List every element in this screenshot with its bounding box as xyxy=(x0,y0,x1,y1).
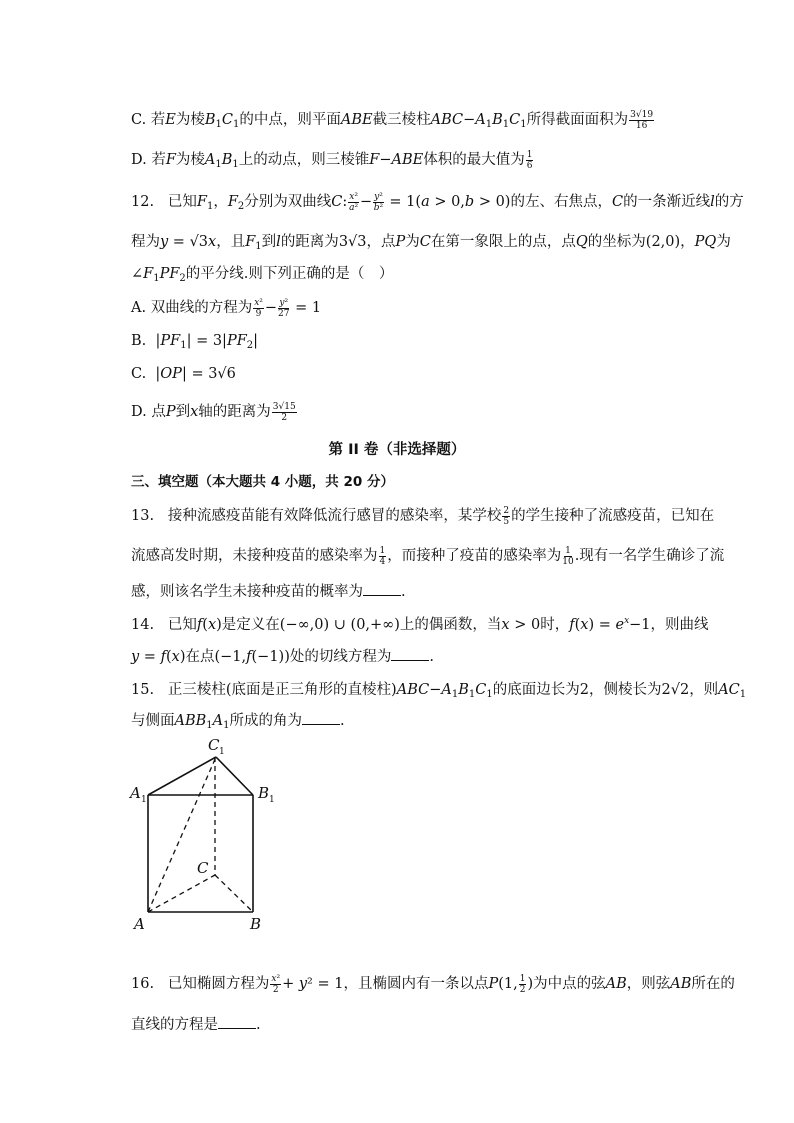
question-number: 12. xyxy=(131,194,155,210)
text: 直线的方程是 xyxy=(131,1017,218,1033)
text: 的方 xyxy=(714,194,744,210)
text: 截三棱柱 xyxy=(372,112,431,128)
label-b1-sub: 1 xyxy=(269,795,275,805)
text: 已知 xyxy=(167,194,197,210)
label-b: B xyxy=(250,915,262,933)
text: . xyxy=(256,1017,261,1033)
question-12-option-b: B. $|PF_1| = 3|PF_2|$ xyxy=(131,333,259,351)
question-15-line-1: 15. 正三棱柱(底面是正三角形的直棱柱)$ABC-A_1B_1C_1$的底面边长为2，侧棱长为2√2，则$AC_1$ xyxy=(131,682,747,700)
text: ，侧棱长为 xyxy=(588,682,662,698)
text: 时， xyxy=(540,617,570,633)
answer-blank xyxy=(218,1016,256,1029)
text: ，且 xyxy=(216,234,246,250)
text: ，则 xyxy=(689,682,719,698)
text: 在点 xyxy=(185,649,215,665)
edge-ac xyxy=(148,875,215,912)
text: 处的切线方程为 xyxy=(289,649,392,665)
text: 在第一象限上的点，点 xyxy=(430,234,576,250)
question-12-option-a: A. 双曲线的方程为 $\frac{\text{x²}}{9}$ − $\frac{\text{y²}}{27}$ = 1 xyxy=(131,297,322,319)
edge-ac1 xyxy=(148,757,216,912)
question-14-line-2: y = f(x)在点(−1,f(−1))处的切线方程为 . xyxy=(131,649,434,665)
text: 的平分线.则下列正确的是（ ） xyxy=(185,266,394,282)
text: ，则曲线 xyxy=(650,617,709,633)
part-2-title: 第 II 卷（非选择题） xyxy=(328,442,466,458)
text: 的中点，则平面 xyxy=(239,112,341,128)
text: 的一条渐近线 xyxy=(623,194,711,210)
option-label: C. xyxy=(131,112,147,128)
question-12-line-1: 12. 已知$F_1$，$F_2$分别为双曲线C: $\frac{\text{x²}}{\text{a²}}$ − $\frac{\text{y²}}{\text{b²}}$ = 1(a > 0,b > 0)的左、右焦点，C的一条渐近线l的方 xyxy=(131,191,744,213)
answer-blank xyxy=(391,648,429,661)
question-12-line-3: $\angle F_1PF_2$的平分线.则下列正确的是（ ） xyxy=(131,266,394,284)
text: 已知椭圆方程为 xyxy=(167,976,270,992)
answer-blank xyxy=(363,583,401,596)
question-13-line-2: 流感高发时期，未接种疫苗的感染率为 $\frac{1}{4}$ ，而接种了疫苗的感染率为 $\frac{1}{10}$ .现有一名学生确诊了流 xyxy=(131,545,725,567)
text: 为棱 xyxy=(175,112,205,128)
text: . xyxy=(401,584,406,600)
question-12-line-2: 程为y = √3x，且$F_1$到l的距离为3√3，点P为C在第一象限上的点，点Q的坐标为(2,0)，PQ为 xyxy=(131,234,731,252)
text: C. xyxy=(131,366,147,382)
label-b1: B xyxy=(258,784,270,802)
text: 上的动点，则三棱锥 xyxy=(238,152,370,168)
text: ， xyxy=(680,234,695,250)
text: A. 双曲线的方程为 xyxy=(131,300,253,316)
edge-cb xyxy=(215,875,253,912)
question-12-option-c: C. |OP| = 3√6 xyxy=(131,366,236,382)
text: 分别为双曲线 xyxy=(244,194,332,210)
text: . xyxy=(340,713,345,729)
text: 体积的最大值为 xyxy=(423,152,525,168)
text: ，且椭圆内有一条以点 xyxy=(343,976,489,992)
text: 到 xyxy=(261,234,277,250)
text: 所在的 xyxy=(691,976,735,992)
text: 上的偶函数，当 xyxy=(399,617,502,633)
text: 是定义在 xyxy=(221,617,280,633)
text: ，则弦 xyxy=(626,976,671,992)
question-14-line-1: 14. 已知f(x)是定义在(−∞,0) ∪ (0,+∞)上的偶函数，当x > 0时，$f(x) = e^x-1$，则曲线 xyxy=(131,616,709,633)
text: 的学生接种了流感疫苗，已知在 xyxy=(511,508,715,524)
question-16-line-1: 16. 已知椭圆方程为 $\frac{\text{x²}}{2}$ + y² = 1，且椭圆内有一条以点P(1, $\frac{1}{2}$ )为中点的弦AB，则弦AB所在的 xyxy=(131,973,735,995)
text: 所得截面面积为 xyxy=(526,112,629,128)
text: 到 xyxy=(175,404,191,420)
text: 的距离为 xyxy=(280,234,339,250)
text: ，而接种了疫苗的感染率为 xyxy=(387,548,562,564)
text: ，点 xyxy=(366,234,396,250)
text: 所成的角为 xyxy=(229,713,303,729)
question-13-line-3 xyxy=(131,580,406,601)
question-12-option-d: D. 点P到x轴的距离为 $\frac{3√15}{2}$ xyxy=(131,401,296,423)
section-3-heading: 三、填空题（本大题共 4 小题，共 20 分） xyxy=(131,474,394,490)
text: 若 xyxy=(151,152,166,168)
text: . xyxy=(429,649,434,665)
text: 轴的距离为 xyxy=(198,404,271,420)
label-a1: A xyxy=(130,784,141,802)
text: .现有一名学生确诊了流 xyxy=(574,548,725,564)
prism-figure xyxy=(120,730,290,940)
option-label: D. xyxy=(131,152,147,168)
text: 的底面边长为 xyxy=(492,682,580,698)
text: 感，则该名学生未接种疫苗的概率为 xyxy=(131,584,363,600)
question-number: 14. xyxy=(131,617,155,633)
text: 正三棱柱(底面是正三角形的直棱柱) xyxy=(167,682,397,698)
text: 若 xyxy=(150,112,166,128)
text: 为 xyxy=(405,234,420,250)
text: 与侧面 xyxy=(131,713,175,729)
text: 程为 xyxy=(131,234,160,250)
option-c-line: C. 若E为棱$B_1C_1$的中点，则平面ABE截三棱柱$ABC-A_1B_1C_1$所得截面面积为 $\frac{3√19}{16}$ xyxy=(131,109,654,131)
question-number: 16. xyxy=(131,976,155,992)
text: 的左、右焦点， xyxy=(510,194,612,210)
label-a1-sub: 1 xyxy=(141,795,147,805)
text: D. 点 xyxy=(131,404,166,420)
question-number: 13. xyxy=(131,508,155,524)
edge-c1b1 xyxy=(216,757,253,795)
text: B. xyxy=(131,333,147,349)
text: 的坐标为 xyxy=(587,234,646,250)
label-c: C xyxy=(197,859,209,877)
label-c1: C xyxy=(208,736,220,754)
edge-a1c1 xyxy=(148,757,216,795)
text: 已知 xyxy=(167,617,197,633)
question-16-line-2 xyxy=(131,1013,261,1034)
answer-blank xyxy=(302,712,340,725)
label-c1-sub: 1 xyxy=(219,747,225,757)
question-number: 15. xyxy=(131,682,155,698)
question-13-line-1: 13. 接种流感疫苗能有效降低流行感冒的感染率，某学校 $\frac{2}{5}$ 的学生接种了流感疫苗，已知在 xyxy=(131,505,715,527)
question-15-line-2: 与侧面$ABB_1A_1$所成的角为 . xyxy=(131,713,345,731)
text: 为棱 xyxy=(175,152,205,168)
text: 接种流感疫苗能有效降低流行感冒的感染率，某学校 xyxy=(167,508,502,524)
label-a: A xyxy=(134,915,145,933)
option-d-line: D. 若F为棱$A_1B_1$上的动点，则三棱锥F−ABE体积的最大值为 $\frac{1}{6}$ xyxy=(131,149,533,171)
text: 为中点的弦 xyxy=(533,976,606,992)
text: 为 xyxy=(716,234,731,250)
text: 流感高发时期，未接种疫苗的感染率为 xyxy=(131,548,378,564)
